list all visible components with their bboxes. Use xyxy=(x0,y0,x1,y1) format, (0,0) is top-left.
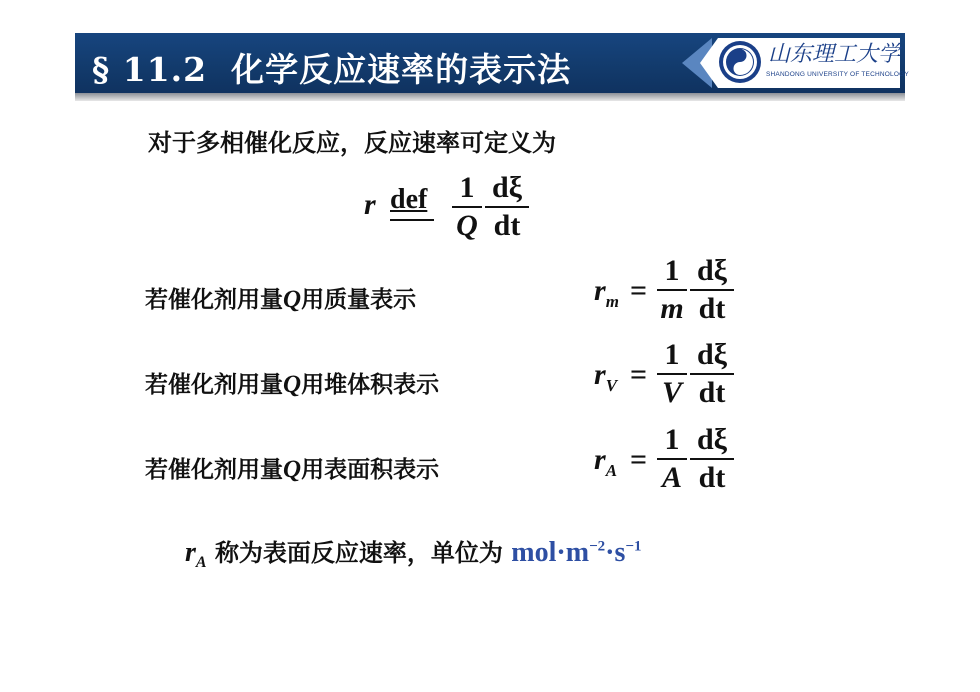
condition-var: Q xyxy=(283,286,302,313)
condition-suffix: 用堆体积表示 xyxy=(301,372,440,398)
rate-mass-fraction-1 xyxy=(657,253,687,327)
denominator: V xyxy=(661,376,682,409)
condition-prefix: 若催化剂用量 xyxy=(145,457,283,483)
numerator: 1 xyxy=(664,423,680,456)
rate-subscript: m xyxy=(605,292,619,311)
unit-dot: · xyxy=(556,537,566,568)
rate-area-fraction-1 xyxy=(657,422,687,496)
university-seal-icon xyxy=(718,40,762,84)
surface-rate-note xyxy=(185,533,641,572)
rate-volume-lhs xyxy=(594,358,617,396)
title-bar-shadow xyxy=(75,93,905,101)
unit-m-exponent: −2 xyxy=(589,538,606,555)
footer-var: r xyxy=(185,537,196,568)
rate-area-fraction-2 xyxy=(690,422,734,496)
denominator: A xyxy=(661,461,682,494)
denominator: dt xyxy=(698,461,726,494)
numerator: 1 xyxy=(664,338,680,371)
rate-symbol: r xyxy=(594,358,606,391)
equals-sign: = xyxy=(630,443,648,476)
def-double-line xyxy=(390,219,434,221)
rate-symbol: r xyxy=(594,443,606,476)
unit-expression xyxy=(511,537,641,568)
definition-fraction-2 xyxy=(485,170,529,244)
footer-text: 称为表面反应速率，单位为 xyxy=(214,539,503,567)
numerator: dξ xyxy=(696,423,728,456)
condition-suffix: 用质量表示 xyxy=(301,287,417,313)
condition-surface-area xyxy=(145,451,439,484)
numerator: dξ xyxy=(696,338,728,371)
definition-numerator-1: 1 xyxy=(459,171,475,204)
definition-numerator-2: dξ xyxy=(491,171,523,204)
rate-volume-fraction-1 xyxy=(657,337,687,411)
rate-area-lhs xyxy=(594,443,617,481)
definition-lhs: r xyxy=(364,188,376,221)
unit-dot: · xyxy=(605,537,615,568)
unit-mol: mol xyxy=(511,537,557,568)
def-symbol xyxy=(390,184,434,221)
condition-prefix: 若催化剂用量 xyxy=(145,372,283,398)
denominator: m xyxy=(660,292,684,325)
numerator: dξ xyxy=(696,254,728,287)
rate-subscript: V xyxy=(605,376,618,395)
university-logo-text: 山东理工大学 xyxy=(768,42,901,67)
unit-m: m xyxy=(565,537,590,568)
condition-bulk-volume xyxy=(145,366,439,399)
definition-denominator-2: dt xyxy=(493,209,521,242)
rate-symbol: r xyxy=(594,274,606,307)
condition-mass xyxy=(145,281,416,314)
section-number: § 11.2 xyxy=(92,50,208,89)
intro-text: 对于多相催化反应，反应速率可定义为 xyxy=(148,129,556,157)
unit-s: s xyxy=(614,537,626,568)
numerator: 1 xyxy=(664,254,680,287)
rate-mass-lhs xyxy=(594,274,619,312)
condition-var: Q xyxy=(283,456,302,483)
equals-sign: = xyxy=(630,358,648,391)
definition-denominator-1: Q xyxy=(456,209,478,242)
rate-subscript: A xyxy=(605,461,618,480)
unit-s-exponent: −1 xyxy=(625,538,642,555)
condition-prefix: 若催化剂用量 xyxy=(145,287,283,313)
condition-suffix: 用表面积表示 xyxy=(301,457,440,483)
definition-fraction-1 xyxy=(452,170,482,244)
denominator: dt xyxy=(698,292,726,325)
rate-volume-fraction-2 xyxy=(690,337,734,411)
slide-title-text: 化学反应速率的表示法 xyxy=(231,50,572,89)
equals-sign: = xyxy=(630,274,648,307)
footer-sub: A xyxy=(195,553,207,571)
condition-var: Q xyxy=(283,371,302,398)
rate-mass-fraction-2 xyxy=(690,253,734,327)
university-logo-subtitle: SHANDONG UNIVERSITY OF TECHNOLOGY xyxy=(766,71,909,78)
slide-title xyxy=(92,44,571,91)
denominator: dt xyxy=(698,376,726,409)
def-text: def xyxy=(390,184,428,215)
